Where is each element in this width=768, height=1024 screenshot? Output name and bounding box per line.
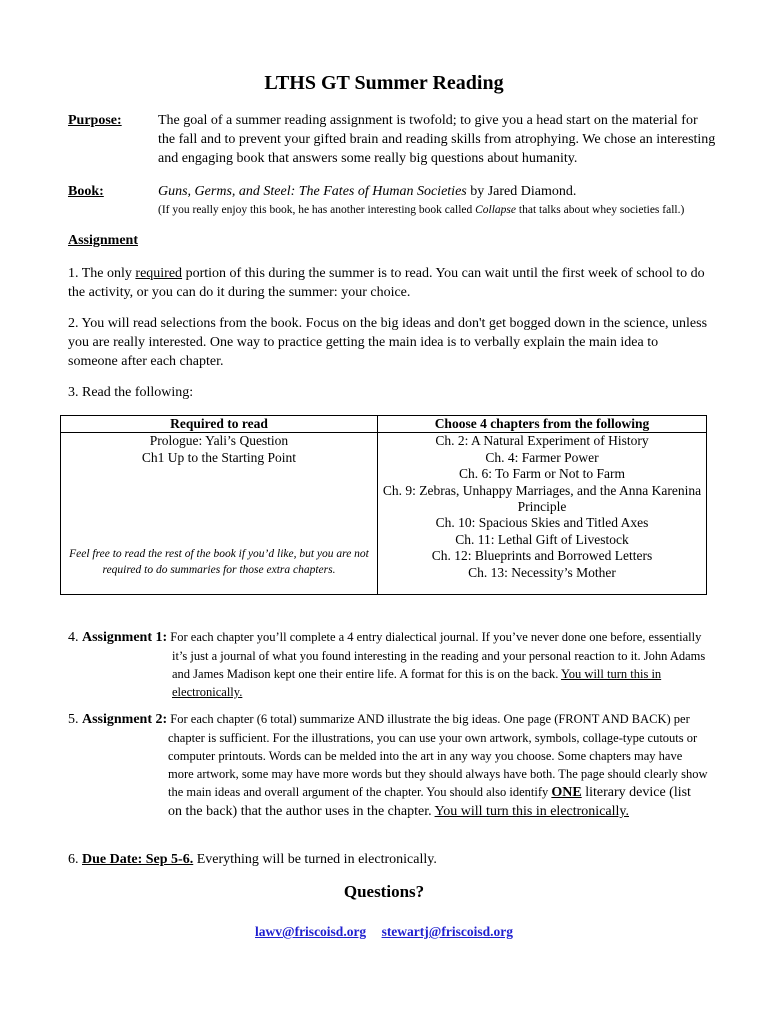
required-chapter: Prologue: Yali’s Question bbox=[149, 433, 289, 449]
email-link-lawv[interactable]: lawv@friscoisd.org bbox=[255, 924, 367, 939]
book-note bbox=[158, 201, 718, 220]
table-body-row bbox=[61, 433, 707, 595]
choice-chapter: Ch. 12: Blueprints and Borrowed Letters bbox=[431, 548, 653, 564]
assignment-1-label: Assignment 1: bbox=[82, 630, 168, 645]
assignment-1-num: 4. bbox=[68, 630, 82, 645]
purpose-label: Purpose: bbox=[68, 113, 122, 128]
item-2: 2. You will read selections from the book. Focus on the big ideas and don't get bogged down in the science, unless you are really interested. One way to practice getting the main idea is to verbally explain the main idea to someone after each chapter. bbox=[68, 316, 708, 369]
assignment-1 bbox=[68, 628, 708, 701]
choice-chapter: Ch. 9: Zebras, Unhappy Marriages, and the Anna Karenina Principle bbox=[382, 482, 702, 515]
book-note-before: (If you really enjoy this book, he has another interesting book called bbox=[158, 204, 476, 216]
choice-chapter: Ch. 11: Lethal Gift of Livestock bbox=[455, 531, 629, 547]
choice-chapter: Ch. 4: Farmer Power bbox=[485, 449, 599, 465]
book-note-title: Collapse bbox=[475, 204, 517, 216]
assignment-2-label: Assignment 2: bbox=[82, 712, 168, 727]
table-header-row bbox=[61, 416, 707, 433]
choices-header: Choose 4 chapters from the following bbox=[378, 416, 707, 433]
purpose-text: The goal of a summer reading assignment is twofold; to give you a head start on the material for the fall and to prevent your gifted brain and reading skills from atrophying. We chose an interesting and engaging book that answers some really big questions about humanity. bbox=[158, 113, 716, 166]
assignment-2-num: 5. bbox=[68, 712, 82, 727]
item-1-required: required bbox=[135, 266, 183, 281]
choice-chapter: Ch. 2: A Natural Experiment of History bbox=[435, 433, 649, 449]
required-note: Feel free to read the rest of the book if you’d like, but you are not required to do summaries for those extra chapters. bbox=[69, 548, 369, 577]
purpose-section bbox=[68, 111, 716, 171]
choices-cell bbox=[378, 433, 707, 595]
due-num: 6. bbox=[68, 852, 82, 867]
book-note-after: that talks about whey societies fall.) bbox=[516, 204, 685, 216]
questions-heading: Questions? bbox=[343, 882, 425, 901]
reading-table bbox=[60, 415, 707, 595]
due-text: Everything will be turned in electronically. bbox=[193, 852, 437, 867]
assignment-2-text: For each chapter (6 total) summarize AND illustrate the big ideas. One page (FRONT AND BACK) per chapter is sufficient. For the illustrations, you can use your own artwork, symbols, collage-type cutouts or computer printouts. Words can be melded into the art in any way you choose. Some chapters may have more artwork, some may have more words but they should always have both. The page should clearly show the main ideas and overall argument of the chapter. You should also identify bbox=[167, 712, 708, 799]
due-label: Due Date: Sep 5-6. bbox=[82, 852, 194, 867]
book-author: by Jared Diamond. bbox=[466, 184, 577, 199]
book-section bbox=[68, 182, 708, 222]
email-link-stewartj[interactable]: stewartj@friscoisd.org bbox=[381, 924, 513, 939]
assignment-2-text-2: literary device (list on the back) that the author uses in the chapter. bbox=[168, 785, 691, 819]
required-cell bbox=[61, 433, 378, 595]
contact-emails bbox=[68, 922, 700, 941]
choice-chapter: Ch. 13: Necessity’s Mother bbox=[468, 564, 616, 580]
assignment-2-one: ONE bbox=[551, 785, 582, 800]
book-title: Guns, Germs, and Steel: The Fates of Human Societies bbox=[158, 184, 467, 199]
item-1-after: portion of this during the summer is to read. You can wait until the first week of school to do the activity, or you can do it during the summer: your choice. bbox=[68, 266, 705, 300]
assignment-1-text: For each chapter you’ll complete a 4 entry dialectical journal. If you’ve never done one before, essentially it’s just a journal of what you found interesting in the reading and your personal reaction to it. John Adams and James Madison kept one their entire life. A format for this is on the back. bbox=[167, 630, 706, 681]
required-header: Required to read bbox=[61, 416, 378, 433]
book-text bbox=[158, 182, 718, 220]
due-date bbox=[68, 850, 708, 869]
item-1-before: 1. The only bbox=[68, 266, 136, 281]
required-chapter: Ch1 Up to the Starting Point bbox=[141, 449, 297, 465]
item-1 bbox=[68, 264, 708, 302]
book-label: Book: bbox=[68, 184, 104, 199]
assignment-heading: Assignment bbox=[68, 233, 139, 248]
page-title: LTHS GT Summer Reading bbox=[264, 72, 504, 94]
item-3: 3. Read the following: bbox=[68, 385, 194, 400]
assignment-1-turn-in: You will turn this in electronically. bbox=[172, 667, 662, 699]
choice-chapter: Ch. 10: Spacious Skies and Titled Axes bbox=[435, 515, 649, 531]
assignment-2-turn-in: You will turn this in electronically. bbox=[434, 804, 629, 819]
assignment-2 bbox=[68, 710, 708, 821]
choice-chapter: Ch. 6: To Farm or Not to Farm bbox=[458, 466, 626, 482]
